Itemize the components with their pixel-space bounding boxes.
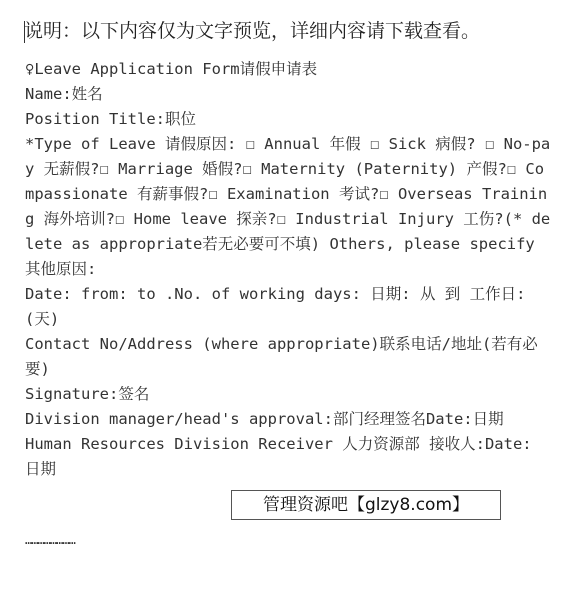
date-field-label: Date: from: to .No. of working days: 日期: 从 到 工作日: (天) xyxy=(25,285,526,328)
name-field-label: Name:姓名 xyxy=(25,85,103,103)
leave-type-options: *Type of Leave 请假原因: ☐ Annual 年假 ☐ Sick 病假? ☐ No-pay 无薪假?☐ Marriage 婚假?☐ Maternity (Paternity) 产假?☐ Compassionate 有薪事假?☐ Examination 考试?☐ Overseas Training 海外培训?☐ Home leave 探亲?☐ Industrial Injury 工伤?(* delete as appropriate若无必要可不填) Others, please specify 其他原因: xyxy=(25,135,551,278)
contact-field-label: Contact No/Address (where appropriate)联系电话/地址(若有必要) xyxy=(25,335,538,378)
document-body xyxy=(25,57,553,482)
signature-field-label: Signature:签名 xyxy=(25,385,150,403)
preview-notice: 说明：以下内容仅为文字预览，详细内容请下载查看。 xyxy=(24,20,481,42)
manager-approval-label: Division manager/head's approval:部门经理签名Date:日期 xyxy=(25,410,504,428)
form-title: ♀Leave Application Form请假申请表 xyxy=(25,60,318,78)
site-watermark: 管理资源吧【glzy8.com】 xyxy=(231,490,501,520)
hr-receiver-label: Human Resources Division Receiver 人力资源部 接收人:Date: 日期 xyxy=(25,435,532,478)
ellipsis-line: …………………… xyxy=(25,533,75,547)
position-field-label: Position Title:职位 xyxy=(25,110,196,128)
